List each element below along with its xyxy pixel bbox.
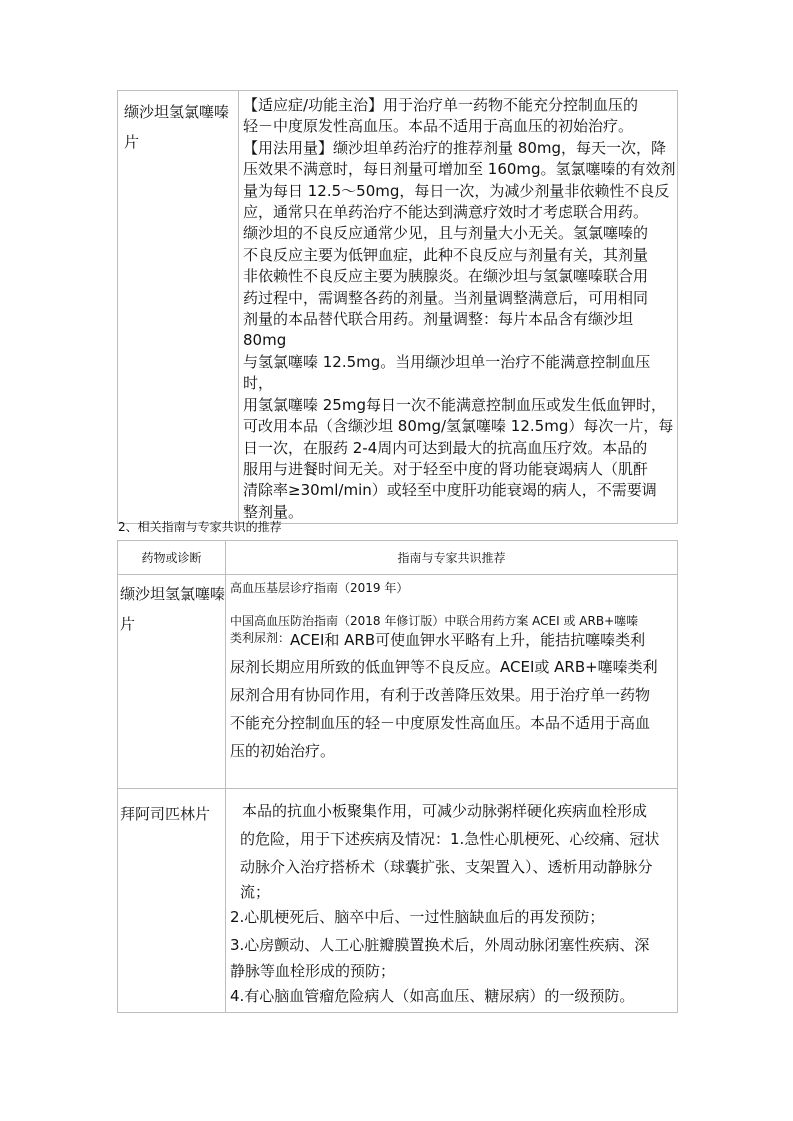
text-line: 非依赖性不良反应主要为胰腺炎。在缬沙坦与氢氯噻嗪联合用 <box>243 267 649 286</box>
guideline-text: 类利尿剂： <box>230 631 291 645</box>
drug-name-cell <box>118 789 226 1013</box>
guideline-text: 不能充分控制血压的轻－中度原发性高血压。本品不适用于高血 <box>230 714 651 732</box>
text-line: 剂量的本品替代联合用药。剂量调整：每片本品含有缬沙坦 80mg <box>243 310 634 350</box>
guideline-text: 3.心房颤动、人工心脏瓣膜置换术后，外周动脉闭塞性疾病、深 <box>230 936 650 954</box>
text-line: 服用与进餐时间无关。对于轻至中度的肾功能衰竭病人（肌酐 <box>243 459 649 478</box>
text-line: 整剂量。 <box>243 502 304 521</box>
drug-name: 缬沙坦氢氯噻嗪片 <box>120 585 226 633</box>
text-line: 药过程中，需调整各药的剂量。当剂量调整满意后，可用相同 <box>243 288 649 307</box>
guideline-text: 动脉介入治疗搭桥术（球囊扩张、支架置入）、透析用动静脉分 <box>240 858 653 876</box>
drug-description-cell <box>239 91 678 524</box>
guideline-cell <box>226 575 678 789</box>
text-line: 量为每日 12.5～50mg，每日一次，为减少剂量非依赖性不良反 <box>243 181 670 200</box>
drug-name-cell <box>118 575 226 789</box>
drug-description <box>239 91 677 523</box>
text-line: 不良反应主要为低钾血症，此种不良反应与剂量有关，其剂量 <box>243 245 649 264</box>
column-header-drug: 药物或诊断 <box>118 541 226 575</box>
text-line: 缬沙坦的不良反应通常少见，且与剂量大小无关。氢氯噻嗪的 <box>243 224 649 243</box>
column-header-guideline: 指南与专家共识推荐 <box>226 541 678 575</box>
guideline-text: 尿剂长期应用所致的低血钾等不良反应。ACEI或 ARB+噻嗪类利 <box>230 658 658 676</box>
drug-name-cell <box>118 91 239 524</box>
text-line: 清除率≥30ml/min）或轻至中度肝功能衰竭的病人，不需要调 <box>243 481 657 500</box>
guideline-table <box>117 540 678 1013</box>
table-row <box>118 789 678 1013</box>
section-heading: 2、相关指南与专家共识的推荐 <box>118 520 282 534</box>
drug-name: 缬沙坦氢氯噻嗪片 <box>124 103 230 151</box>
guideline-title: 中国高血压防治指南（2018 年修订版）中联合用药方案 ACEI 或 ARB+噻嗪 <box>230 614 639 628</box>
drug-name: 拜阿司匹林片 <box>120 805 211 823</box>
text-line: 【用法用量】缬沙坦单药治疗的推荐剂量 80mg，每天一次，降 <box>243 138 666 157</box>
guideline-text: 的危险，用于下述疾病及情况：1.急性心肌梗死、心绞痛、冠状 <box>240 830 660 848</box>
table-header-row <box>118 541 678 575</box>
guideline-text: 4.有心脑血管瘤危险病人（如高血压、糖尿病）的一级预防。 <box>230 987 635 1005</box>
drug-info-table <box>117 90 678 524</box>
text-line: 与氢氯噻嗪 12.5mg。当用缬沙坦单一治疗不能满意控制血压时， <box>243 352 651 393</box>
text-line: 可改用本品（含缬沙坦 80mg/氢氯噻嗪 12.5mg）每次一片，每 <box>243 417 674 436</box>
guideline-cell <box>226 789 678 1013</box>
text-line: 【适应症/功能主治】用于治疗单一药物不能充分控制血压的 <box>243 96 639 114</box>
guideline-title: 高血压基层诊疗指南（2019 年） <box>230 581 409 595</box>
guideline-text-first-line: ACEI和 ARB可使血钾水平略有上升，能拮抗噻嗪类利 <box>290 631 646 649</box>
table-row <box>118 91 678 524</box>
text-line: 用氢氯噻嗪 25mg每日一次不能满意控制血压或发生低血钾时， <box>243 395 666 414</box>
text-line: 日一次，在服药 2-4周内可达到最大的抗高血压疗效。本品的 <box>243 438 648 457</box>
guideline-text: 本品的抗血小板聚集作用，可减少动脉粥样硬化疾病血栓形成 <box>242 802 648 820</box>
text-line: 压效果不满意时，每日剂量可增加至 160mg。氢氯噻嗪的有效剂 <box>243 160 676 179</box>
text-line: 应，通常只在单药治疗不能达到满意疗效时才考虑联合用药。 <box>243 203 649 222</box>
text-line: 轻－中度原发性高血压。本品不适用于高血压的初始治疗。 <box>243 117 634 136</box>
guideline-text: 尿剂合用有协同作用，有利于改善降压效果。用于治疗单一药物 <box>230 686 651 704</box>
guideline-text: 2.心肌梗死后、脑卒中后、一过性脑缺血后的再发预防； <box>230 908 605 926</box>
guideline-text: 静脉等血栓形成的预防； <box>230 962 396 980</box>
table-row <box>118 575 678 789</box>
guideline-text: 压的初始治疗。 <box>230 742 336 760</box>
guideline-text: 流； <box>240 883 271 901</box>
